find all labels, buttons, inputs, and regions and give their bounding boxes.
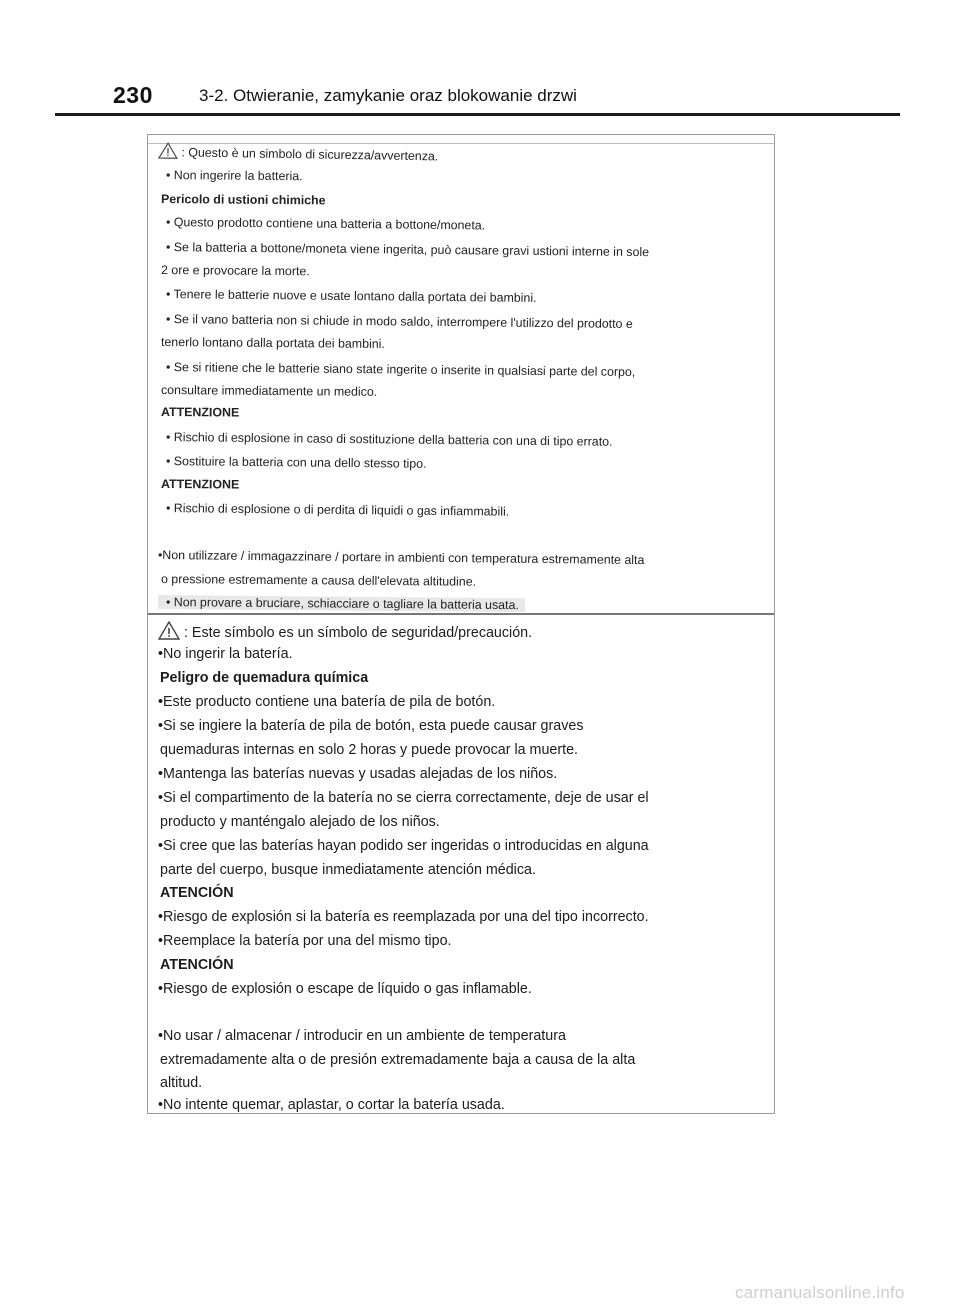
list-item: • Rischio di esplosione o di perdita di liquidi o gas infiammabili. [165, 501, 510, 519]
list-item: • Sostituire la batteria con una dello stesso tipo. [165, 454, 427, 471]
page-header [55, 80, 900, 116]
list-item: • Questo prodotto contiene una batteria a bottone/moneta. [165, 215, 486, 233]
list-item-continuation: altitud. [160, 1075, 203, 1091]
list-item: •Si el compartimento de la batería no se cierra correctamente, deje de usar el [158, 790, 649, 806]
list-item: •Non utilizzare / immagazzinare / portare in ambienti con temperatura estremamente alta [157, 548, 645, 568]
italian-warning-block [148, 135, 774, 615]
spanish-symbol-line [158, 621, 532, 641]
list-item: • Non ingerire la batteria. [165, 168, 303, 184]
section-heading: ATENCIÓN [160, 885, 234, 901]
list-item: • Se la batteria a bottone/moneta viene ingerita, può causare gravi ustioni interne in sole [165, 240, 650, 260]
list-item: •Mantenga las baterías nuevas y usadas alejadas de los niños. [158, 766, 558, 782]
list-item-continuation: extremadamente alta o de presión extremadamente baja a causa de la alta [160, 1052, 636, 1068]
list-item: •Reemplace la batería por una del mismo tipo. [158, 933, 452, 949]
scanned-warning-label [147, 134, 775, 1114]
warning-triangle-icon [158, 621, 180, 640]
page-number: 230 [113, 82, 153, 108]
warning-triangle-icon [158, 142, 178, 159]
list-item: •Si cree que las baterías hayan podido ser ingeridas o introducidas en alguna [158, 838, 649, 854]
list-item-continuation: consultare immediatamente un medico. [160, 383, 378, 399]
list-item: •Si se ingiere la batería de pila de botón, esta puede causar graves [158, 718, 584, 734]
list-item: •No ingerir la batería. [158, 646, 293, 662]
list-item: • Non provare a bruciare, schiacciare o tagliare la batteria usata. [158, 595, 525, 612]
list-item: •No intente quemar, aplastar, o cortar la batería usada. [158, 1097, 505, 1113]
section-title: 3-2. Otwieranie, zamykanie oraz blokowanie drzwi [199, 86, 577, 105]
list-item-continuation: 2 ore e provocare la morte. [160, 263, 310, 279]
section-heading: ATTENZIONE [160, 405, 240, 420]
list-item: •Riesgo de explosión si la batería es reemplazada por una del tipo incorrecto. [158, 909, 649, 925]
list-item: •Este producto contiene una batería de pila de botón. [158, 694, 496, 710]
list-item-continuation: producto y manténgalo alejado de los niños. [160, 814, 440, 830]
watermark: carmanualsonline.info [735, 1283, 905, 1302]
section-heading: ATENCIÓN [160, 957, 234, 973]
spanish-warning-block [148, 615, 774, 1115]
list-item-continuation: quemaduras internas en solo 2 horas y puede provocar la muerte. [160, 742, 579, 758]
list-item-continuation: parte del cuerpo, busque inmediatamente atención médica. [160, 862, 536, 878]
section-heading: Pericolo di ustioni chimiche [160, 192, 326, 208]
list-item-continuation: o pressione estremamente a causa dell'elevata altitudine. [160, 572, 477, 589]
header-rule [55, 113, 900, 116]
list-item: • Se si ritiene che le batterie siano state ingerite o inserite in qualsiasi parte del corpo, [165, 360, 636, 379]
section-heading: ATTENZIONE [160, 477, 240, 492]
list-item: •No usar / almacenar / introducir en un ambiente de temperatura [158, 1028, 566, 1044]
section-heading: Peligro de quemadura química [160, 670, 369, 686]
spanish-symbol-text: : Este símbolo es un símbolo de seguridad/precaución. [183, 625, 533, 641]
list-item: • Rischio di esplosione in caso di sostituzione della batteria con una di tipo errato. [165, 430, 613, 449]
italian-symbol-line [158, 142, 439, 163]
list-item-continuation: tenerlo lontano dalla portata dei bambini. [160, 335, 385, 351]
list-item: • Se il vano batteria non si chiude in modo saldo, interrompere l'utilizzo del prodotto e [165, 312, 633, 331]
list-item: • Tenere le batterie nuove e usate lontano dalla portata dei bambini. [165, 287, 537, 305]
list-item: •Riesgo de explosión o escape de líquido o gas inflamable. [158, 981, 532, 997]
italian-symbol-text: : Questo è un simbolo di sicurezza/avvertenza. [181, 145, 439, 164]
